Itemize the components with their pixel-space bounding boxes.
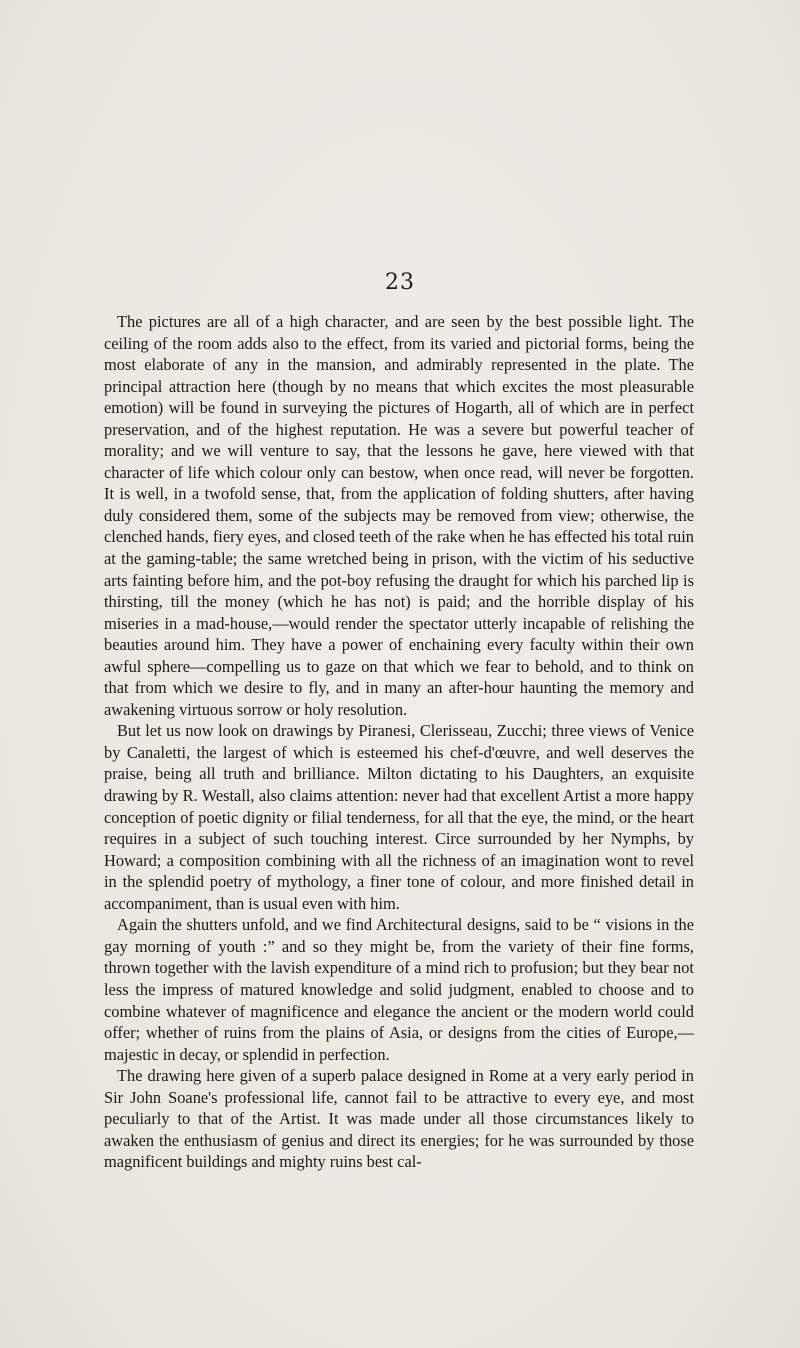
paragraph-2: But let us now look on drawings by Piranesi, Clerisseau, Zucchi; three views of Venice by Canaletti, the largest of which is esteemed his chef-d'œuvre, and well deserves the praise, being all truth and brilliance. Milton dictating to his Daughters, an exquisite drawing by R. Westall, also claims attention: never had that excellent Artist a more happy conception of poetic dignity or filial tenderness, for all that the eye, the mind, or the heart requires in a subject of such touching interest. Circe surrounded by her Nymphs, by Howard; a composition combining with all the richness of an imagination wont to revel in the splendid poetry of mythology, a finer tone of colour, and more finished detail in accompaniment, than is usual even with him. bbox=[104, 721, 694, 913]
page-number: 23 bbox=[385, 270, 415, 295]
paragraph-1: The pictures are all of a high character, and are seen by the best possible light. The ceiling of the room adds also to the effect, from its varied and pictorial forms, being the most elaborate of any in the mansion, and admirably represented in the plate. The principal attraction here (though by no means that which excites the most pleasurable emotion) will be found in surveying the pictures of Hogarth, all of which are in perfect preservation, and of the highest reputation. He was a severe but powerful teacher of morality; and we will venture to say, that the lessons he gave, here viewed with that character of life which colour only can bestow, when once read, will never be forgotten. It is well, in a twofold sense, that, from the application of folding shutters, after having duly considered them, some of the subjects may be removed from view; otherwise, the clenched hands, fiery eyes, and closed teeth of the rake when he has effected his total ruin at the gaming-table; the same wretched being in prison, with the victim of his seductive arts fainting before him, and the pot-boy refusing the draught for which his parched lip is thirsting, till the money (which he has not) is paid; and the horrible display of his miseries in a mad-house,—would render the spectator utterly incapable of relishing the beauties around him. They have a power of enchaining every faculty within their own awful sphere—compelling us to gaze on that which we fear to behold, and to think on that from which we desire to fly, and in many an after-hour haunting the memory and awakening virtuous sorrow or holy resolution. bbox=[104, 312, 694, 719]
paragraph-4: The drawing here given of a superb palace designed in Rome at a very early period in Sir John Soane's professional life, cannot fail to be attractive to every eye, and most peculiarly to that of the Artist. It was made under all those circumstances likely to awaken the enthusiasm of genius and direct its energies; for he was surrounded by those magnificent buildings and mighty ruins best cal- bbox=[104, 1066, 694, 1172]
body-text bbox=[104, 311, 694, 1173]
paragraph-3: Again the shutters unfold, and we find Architectural designs, said to be “ visions in the gay morning of youth :” and so they might be, from the variety of their fine forms, thrown together with the lavish expenditure of a mind rich to profusion; but they bear not less the impress of matured knowledge and solid judgment, enabled to choose and to combine whatever of magnificence and elegance the ancient or the modern world could offer; whether of ruins from the plains of Asia, or designs from the cities of Europe,—majestic in decay, or splendid in perfection. bbox=[104, 915, 694, 1064]
